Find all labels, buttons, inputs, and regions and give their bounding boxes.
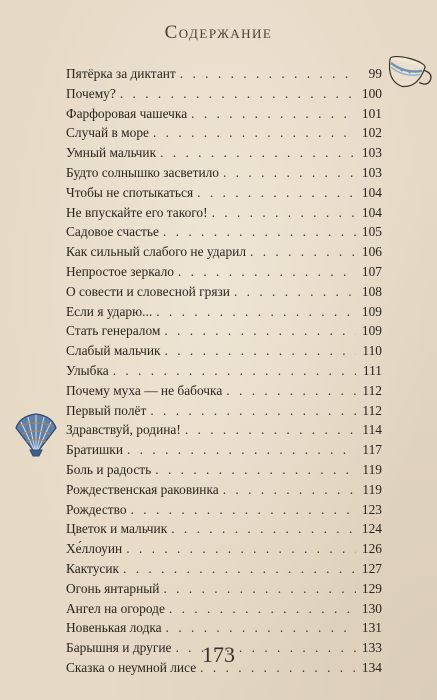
- toc-entry: [66, 282, 382, 302]
- toc-entry: [66, 262, 382, 282]
- toc-entry-title: Рождество: [66, 501, 127, 517]
- toc-entry-page: 117: [362, 442, 382, 458]
- toc-entry: [66, 222, 382, 242]
- toc-entry: [66, 341, 382, 361]
- toc-entry: [66, 123, 382, 143]
- toc-leader-dots: [223, 480, 356, 500]
- toc-leader-dots: [156, 302, 356, 322]
- toc-entry-page: 119: [362, 481, 382, 497]
- toc-leader-dots: [163, 579, 356, 599]
- toc-leader-dots: [197, 183, 356, 203]
- toc-entry-page: 99: [368, 66, 382, 81]
- toc-entry-page: 126: [361, 541, 382, 557]
- toc-entry: [66, 203, 382, 223]
- toc-entry-page: 112: [362, 382, 382, 398]
- toc-entry-title: Почему муха — не бабочка: [66, 382, 223, 398]
- toc-entry-title: Ангел на огороде: [66, 600, 165, 616]
- toc-leader-dots: [131, 500, 356, 520]
- table-of-contents: [66, 64, 382, 678]
- toc-entry-title: Хе́ллоуин: [66, 541, 123, 557]
- toc-entry: [66, 143, 382, 163]
- toc-entry: [66, 104, 382, 124]
- toc-entry-page: 106: [361, 244, 382, 260]
- toc-entry-title: Улыбка: [66, 362, 109, 378]
- toc-entry-page: 107: [361, 263, 382, 279]
- toc-entry-page: 110: [362, 343, 382, 359]
- toc-entry-page: 124: [361, 521, 382, 537]
- toc-entry-title: Рождественская раковинка: [66, 481, 219, 497]
- toc-entry-page: 101: [361, 105, 382, 121]
- toc-entry: [66, 480, 382, 500]
- toc-leader-dots: [155, 460, 356, 480]
- toc-entry-title: Умный мальчик: [66, 145, 157, 161]
- toc-entry-page: 131: [361, 620, 382, 636]
- toc-entry: [66, 302, 382, 322]
- toc-entry-title: Как сильный слабого не ударил: [66, 244, 247, 260]
- toc-entry: [66, 163, 382, 183]
- page-title: Содержание: [164, 22, 273, 43]
- toc-entry-page: 123: [361, 501, 382, 517]
- toc-entry: [66, 539, 382, 559]
- toc-entry-title: Цветок и мальчик: [66, 521, 168, 537]
- toc-entry: [66, 500, 382, 520]
- toc-entry: [66, 401, 382, 421]
- toc-entry-title: Чтобы не спотыкаться: [66, 184, 194, 200]
- toc-entry-title: Слабый мальчик: [66, 343, 161, 359]
- toc-leader-dots: [166, 618, 356, 638]
- toc-entry: [66, 242, 382, 262]
- toc-leader-dots: [169, 599, 356, 619]
- page-number: 173: [202, 642, 235, 667]
- toc-leader-dots: [178, 262, 356, 282]
- toc-leader-dots: [171, 519, 356, 539]
- toc-entry-page: 114: [362, 422, 382, 438]
- toc-entry: [66, 440, 382, 460]
- toc-leader-dots: [150, 401, 356, 421]
- toc-entry: [66, 618, 382, 638]
- toc-leader-dots: [234, 282, 356, 302]
- toc-entry-title: Пятёрка за диктант: [66, 66, 176, 81]
- toc-entry-title: Барышня и другие: [66, 640, 172, 656]
- seashell-icon: [12, 410, 60, 458]
- toc-leader-dots: [226, 381, 356, 401]
- toc-entry-page: 105: [361, 224, 382, 240]
- toc-entry-title: Непростое зеркало: [66, 263, 174, 279]
- toc-leader-dots: [185, 420, 356, 440]
- toc-entry: [66, 519, 382, 539]
- toc-entry: [66, 559, 382, 579]
- toc-entry: [66, 321, 382, 341]
- toc-entry-title: Не впускайте его такого!: [66, 204, 208, 220]
- toc-entry-title: Кактусик: [66, 560, 120, 576]
- toc-leader-dots: [191, 104, 356, 124]
- toc-entry-title: Боль и радость: [66, 461, 152, 477]
- toc-leader-dots: [160, 143, 356, 163]
- toc-entry: [66, 460, 382, 480]
- toc-entry-title: Огонь янтарный: [66, 580, 160, 596]
- toc-leader-dots: [163, 222, 356, 242]
- toc-leader-dots: [212, 203, 356, 223]
- toc-entry-title: Будто солнышко засветило: [66, 164, 219, 180]
- toc-entry-page: 129: [361, 580, 382, 596]
- toc-entry-title: Если я ударю...: [66, 303, 153, 319]
- teacup-icon: [383, 48, 437, 100]
- toc-entry-page: 130: [361, 600, 382, 616]
- toc-entry-page: 111: [362, 362, 382, 378]
- toc-leader-dots: [127, 440, 356, 460]
- toc-entry-title: Новенькая лодка: [66, 620, 162, 636]
- toc-entry-page: 112: [362, 402, 382, 418]
- toc-entry-page: 127: [361, 560, 382, 576]
- toc-leader-dots: [223, 163, 356, 183]
- toc-entry: [66, 84, 382, 104]
- toc-entry-title: О совести и словесной грязи: [66, 283, 230, 299]
- toc-entry-title: Фарфоровая чашечка: [66, 105, 188, 121]
- toc-entry-page: 100: [361, 85, 382, 101]
- toc-entry-title: Садовое счастье: [66, 224, 159, 240]
- toc-entry: [66, 579, 382, 599]
- toc-entry-title: Сказка о неумной лисе: [66, 659, 197, 675]
- toc-entry-page: 109: [361, 323, 382, 339]
- toc-entry-page: 108: [361, 283, 382, 299]
- toc-entry-page: 134: [361, 659, 382, 675]
- toc-leader-dots: [180, 64, 356, 84]
- toc-leader-dots: [250, 242, 356, 262]
- toc-entry-page: 109: [361, 303, 382, 319]
- toc-entry: [66, 183, 382, 203]
- toc-entry-title: Братишки: [66, 442, 123, 458]
- toc-entry-page: 104: [361, 204, 382, 220]
- toc-entry: [66, 599, 382, 619]
- toc-entry: [66, 381, 382, 401]
- toc-entry-page: 104: [361, 184, 382, 200]
- toc-entry-page: 102: [361, 125, 382, 141]
- toc-leader-dots: [126, 539, 356, 559]
- toc-leader-dots: [123, 559, 356, 579]
- toc-entry-page: 119: [362, 461, 382, 477]
- toc-entry: [66, 64, 382, 84]
- toc-entry-page: 103: [361, 164, 382, 180]
- toc-entry-page: 133: [361, 640, 382, 656]
- toc-entry: [66, 361, 382, 381]
- toc-entry: [66, 420, 382, 440]
- toc-entry-title: Случай в море: [66, 125, 149, 141]
- toc-entry-title: Здравствуй, родина!: [66, 422, 181, 438]
- toc-entry-page: 103: [361, 145, 382, 161]
- toc-entry-title: Первый полёт: [66, 402, 147, 418]
- toc-leader-dots: [113, 361, 356, 381]
- toc-leader-dots: [165, 341, 357, 361]
- toc-entry-title: Стать генералом: [66, 323, 161, 339]
- toc-leader-dots: [164, 321, 356, 341]
- toc-entry-title: Почему?: [66, 85, 116, 101]
- toc-leader-dots: [153, 123, 356, 143]
- toc-leader-dots: [120, 84, 356, 104]
